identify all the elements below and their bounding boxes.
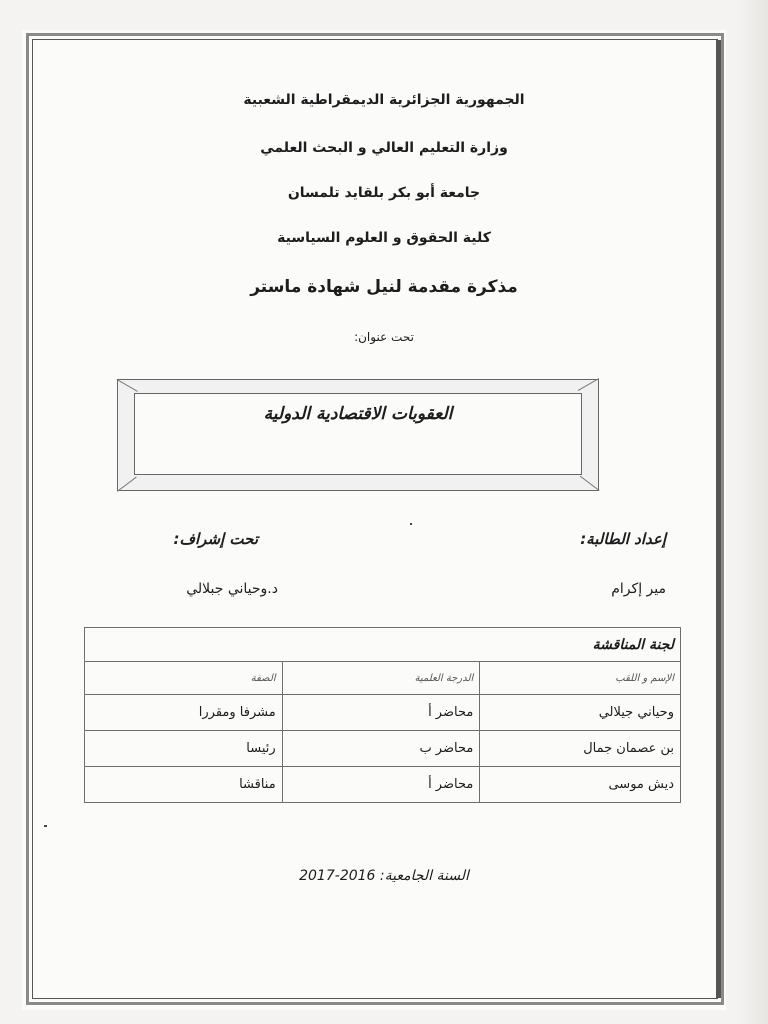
scan-speck — [44, 825, 47, 827]
republic-heading: الجمهورية الجزائرية الديمقراطية الشعبية — [243, 92, 525, 108]
header-role: الصفة — [85, 662, 283, 695]
faculty-heading: كلية الحقوق و العلوم السياسية — [277, 230, 491, 246]
member-role: مناقشا — [85, 767, 283, 803]
member-name: بن عصمان جمال — [480, 731, 681, 767]
member-rank: محاضر أ — [282, 695, 480, 731]
member-name: وحياني جيلالي — [480, 695, 681, 731]
committee-header-row — [85, 662, 681, 695]
supervisor-name: د.وحياني جبلالي — [186, 581, 278, 597]
page-border-inner — [32, 39, 718, 999]
member-role: رئيسا — [85, 731, 283, 767]
committee-caption-row — [85, 628, 681, 662]
table-row — [85, 731, 681, 767]
header-name: الإسم و اللقب — [480, 662, 681, 695]
ministry-heading: وزارة التعليم العالي و البحث العلمي — [260, 140, 508, 156]
degree-heading: مذكرة مقدمة لنيل شهادة ماستر — [250, 277, 518, 297]
member-rank: محاضر ب — [282, 731, 480, 767]
committee-table — [84, 627, 681, 803]
table-row — [85, 695, 681, 731]
header-rank: الدرجة العلمية — [282, 662, 480, 695]
thesis-title: العقوبات الاقتصادية الدولية — [263, 404, 453, 424]
academic-year: السنة الجامعية: 2016-2017 — [299, 868, 469, 884]
prepared-by-label: إعداد الطالبة: — [580, 530, 666, 548]
university-heading: جامعة أبو بكر بلقايد تلمسان — [287, 185, 481, 201]
table-row — [85, 767, 681, 803]
member-rank: محاضر أ — [282, 767, 480, 803]
under-title-label: تحت عنوان: — [354, 330, 414, 344]
student-name: مير إكرام — [611, 581, 666, 597]
scan-speck — [410, 523, 412, 525]
member-role: مشرفا ومقررا — [85, 695, 283, 731]
committee-caption: لجنة المناقشة — [85, 628, 681, 662]
supervised-by-label: تحت إشراف: — [173, 530, 258, 548]
page-border-right — [716, 40, 721, 998]
member-name: ديش موسى — [480, 767, 681, 803]
